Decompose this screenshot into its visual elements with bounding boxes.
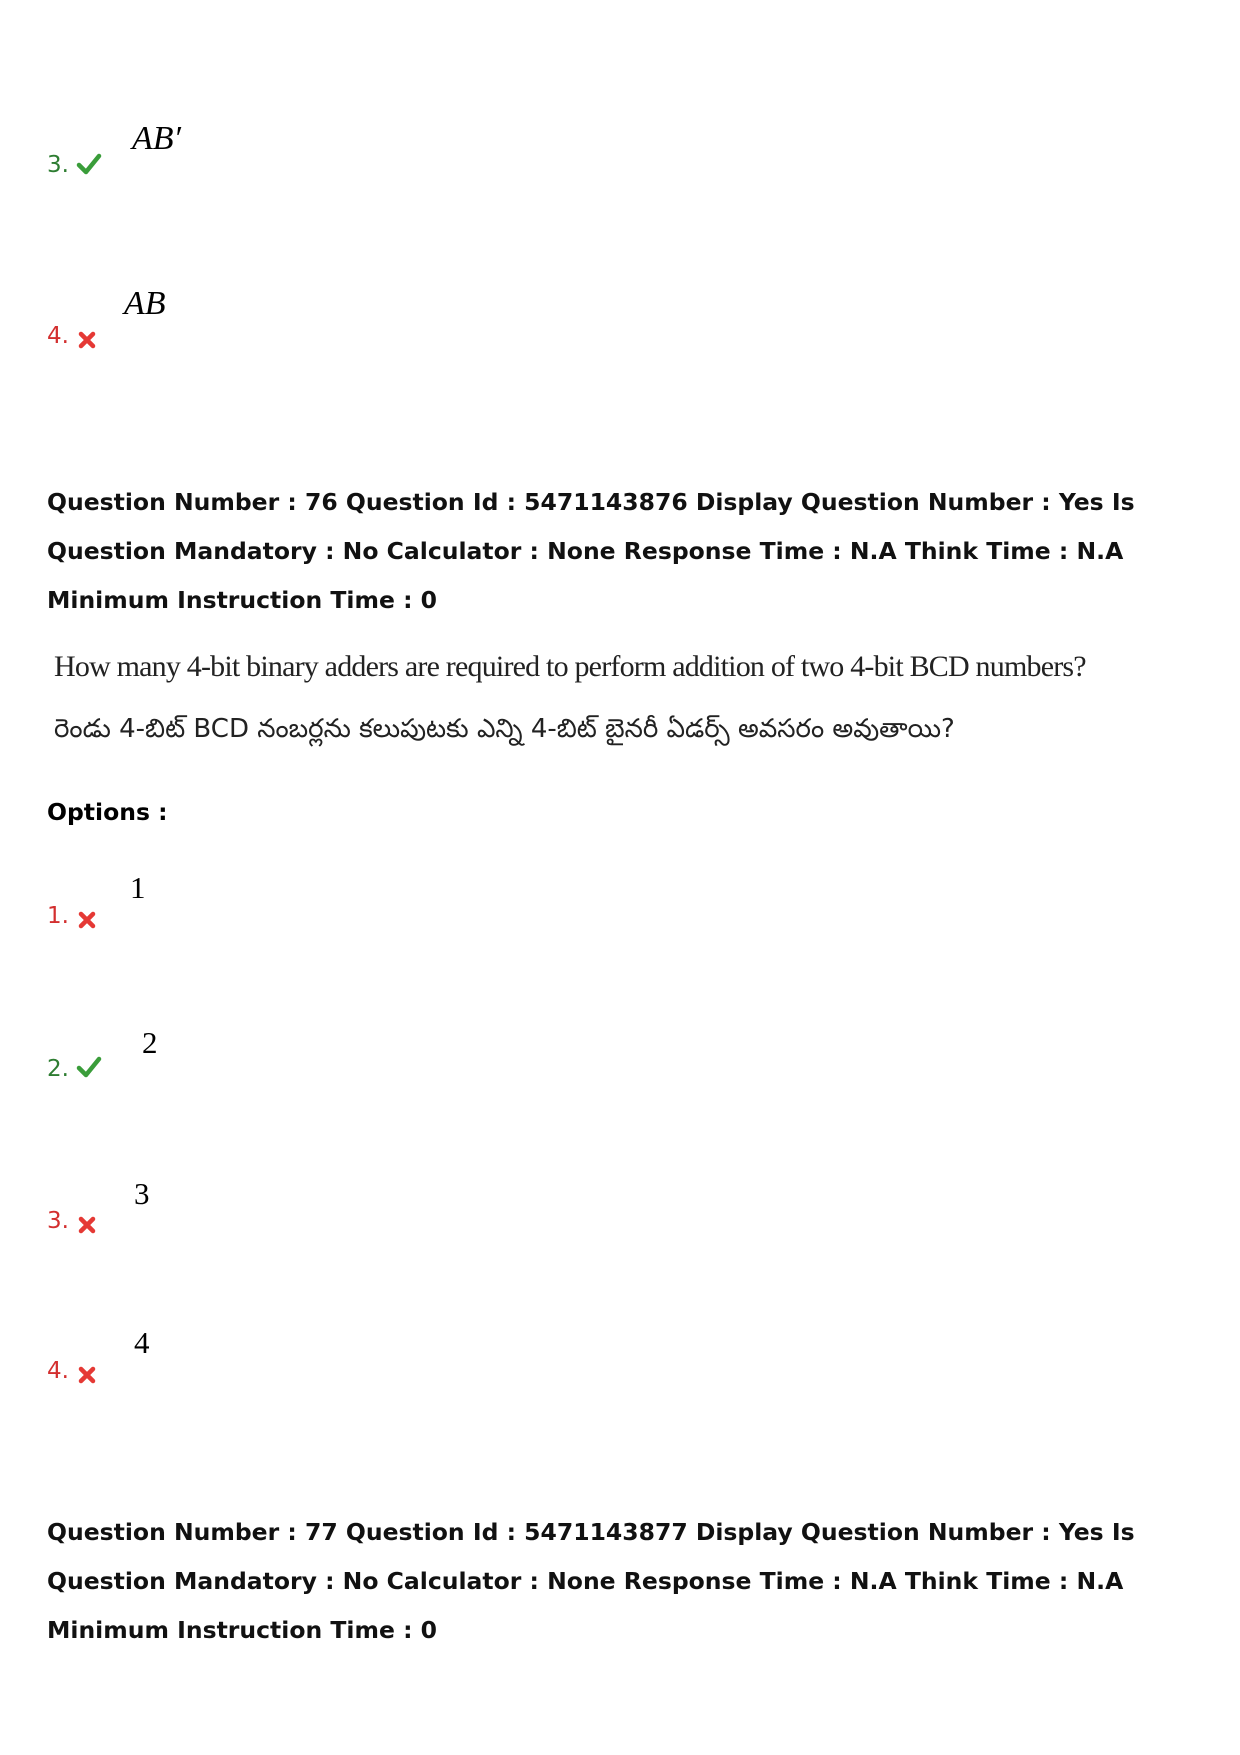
option-row <box>0 120 1240 240</box>
option-number: 2. <box>47 1056 69 1082</box>
question-text-telugu: రెండు 4-బిట్ BCD నంబర్లను కలుపుటకు ఎన్ని 4-బిట్ బైనరీ ఏడర్స్ అవసరం అవుతాయి? <box>54 714 955 744</box>
option-number: 4. <box>47 323 69 349</box>
question-header: Question Number : 76 Question Id : 5471143876 Display Question Number : Yes Is Question Mandatory : No Calculator : None Response Time : N.A Think Time : N.A Minimum Instruction Time : 0 <box>47 488 1135 614</box>
option-value: AB <box>124 285 166 322</box>
question-header: Question Number : 77 Question Id : 5471143877 Display Question Number : Yes Is Question Mandatory : No Calculator : None Response Time : N.A Think Time : N.A Minimum Instruction Time : 0 <box>47 1518 1135 1644</box>
option-row <box>0 285 1240 405</box>
question-text-english: How many 4-bit binary adders are required to perform addition of two 4-bit BCD numbers? <box>54 650 1086 683</box>
option-number: 3. <box>47 1208 69 1234</box>
option-value: 1 <box>130 870 146 905</box>
option-number: 4. <box>47 1358 69 1384</box>
option-value: 3 <box>134 1176 150 1211</box>
option-row <box>0 1176 1240 1296</box>
cross-icon <box>77 1215 103 1241</box>
options-label: Options : <box>47 798 168 826</box>
option-row <box>0 1325 1240 1445</box>
option-number: 1. <box>47 903 69 929</box>
option-value: 4 <box>134 1325 150 1360</box>
cross-icon <box>77 330 103 356</box>
option-value: 2 <box>142 1025 158 1060</box>
option-row <box>0 1025 1240 1145</box>
check-icon <box>76 1054 102 1080</box>
cross-icon <box>77 910 103 936</box>
option-row <box>0 870 1240 990</box>
check-icon <box>76 151 102 177</box>
cross-icon <box>77 1365 103 1391</box>
option-number: 3. <box>47 152 69 178</box>
option-value: AB′ <box>132 120 181 157</box>
